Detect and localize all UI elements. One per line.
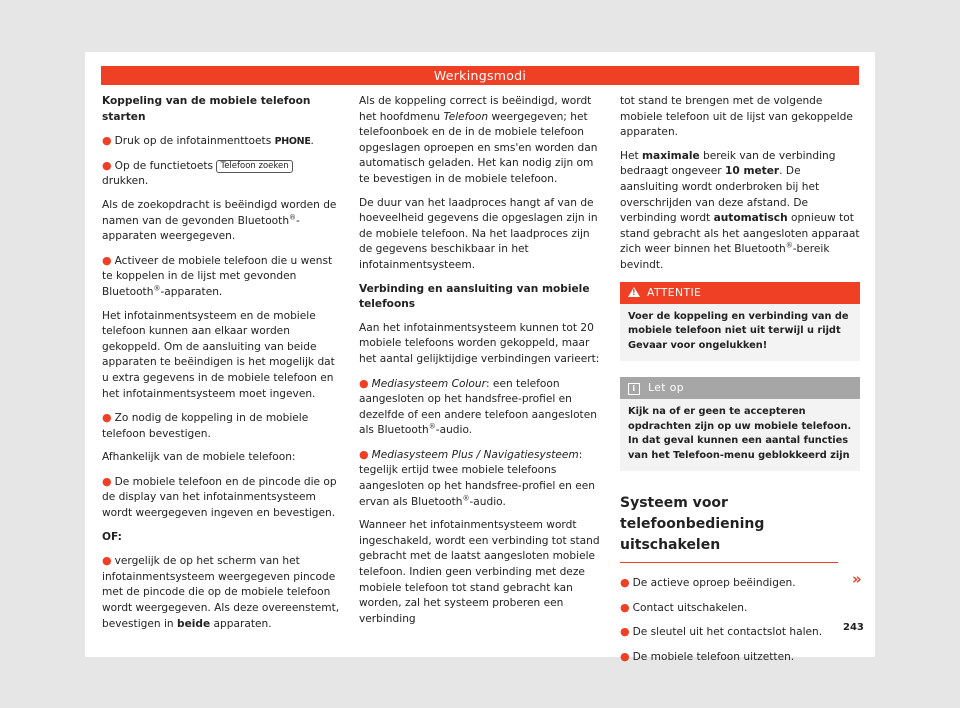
paragraph-coupling: Het infotainmentsysteem en de mobiele telefoon kunnen aan elkaar worden gekoppeld. Om de aansluiting van beide apparaten te beëindigen is het mogelijk dat u extra gegevens in de mobiele telefoon en het infotainmentsysteem moet ingeven. (102, 309, 335, 400)
list-item: ● De actieve oproep beëindigen. (620, 576, 796, 590)
bullet-icon: ● (102, 158, 112, 172)
bullet-icon: ● (102, 253, 112, 267)
heading-pairing: Koppeling van de mobiele telefoon starten (102, 95, 311, 123)
bullet-icon: ● (620, 625, 630, 639)
paragraph-next-phone: tot stand te brengen met de volgende mobiele telefoon uit de lijst van gekoppelde apparaten. (620, 95, 853, 139)
bullet-compare-pin: ● vergelijk de op het scherm van het infotainmentsysteem weergegeven pincode met de pincode die op de mobiele telefoon wordt weergegeven. Als deze overeenstemt, bevestigen in beide apparaten. (102, 554, 340, 630)
bullet-icon: ● (102, 554, 112, 568)
bullet-icon: ● (102, 134, 112, 148)
bullet-media-plus: ● Mediasysteem Plus / Navigatiesysteem: tegelijk ertijd twee mobiele telefoons aangesloten op het handsfree-profiel en een ervan als Bluetooth®-audio. (359, 447, 596, 508)
list-item: ● De sleutel uit het contactslot halen. (620, 625, 823, 639)
bullet-activate: ● Activeer de mobiele telefoon die u wenst te koppelen in de lijst met gevonden Bluetooth®-apparaten. (102, 253, 333, 298)
info-icon: i (628, 383, 640, 395)
telefoon-zoeken-button: Telefoon zoeken (216, 160, 292, 173)
warning-header: !ATTENTIE (620, 282, 860, 304)
paragraph-search-done: Als de zoekopdracht is beëindigd worden de namen van de gevonden Bluetooth®-apparaten weergegeven. (102, 198, 337, 243)
column-3 (620, 94, 860, 673)
paragraph-range: Het maximale bereik van de verbinding bedraagt ongeveer 10 meter. De aansluiting wordt onderbroken bij het overschrijden van deze afstand. De verbinding wordt automatisch opnieuw tot stand gebracht als het aangesloten apparaat zich weer binnen het Bluetooth®-bereik bevindt. (620, 149, 860, 271)
bullet-search-phone: ● Op de functietoets Telefoon zoeken drukken. (102, 158, 342, 190)
bullet-icon: ● (359, 447, 369, 461)
paragraph-max-phones: Aan het infotainmentsysteem kunnen tot 20 mobiele telefoons worden gekoppeld, maar het aantal gelijktijdige verbindingen varieert: (359, 321, 600, 365)
list-item: ● Contact uitschakelen. (620, 600, 748, 614)
bullet-media-colour: ● Mediasysteem Colour: een telefoon aangesloten op het handsfree-profiel en dezelfde of een andere telefoon aangesloten als Bluetooth®-audio. (359, 376, 597, 437)
bullet-confirm: ● Zo nodig de koppeling in de mobiele telefoon bevestigen. (102, 411, 309, 440)
warning-box (620, 282, 860, 362)
warning-triangle-icon (628, 287, 640, 297)
continue-arrow: » (852, 570, 862, 588)
section-title-disable: Systeem voor telefoonbediening uitschakelen (620, 493, 838, 563)
bullet-icon: ● (620, 576, 630, 590)
bullet-icon: ● (620, 649, 630, 663)
paragraph-startup: Wanneer het infotainmentsysteem wordt ingeschakeld, wordt een verbinding tot stand gebracht met de laatst aangesloten mobiele telefoon. Indien geen verbinding met deze mobiele telefoon tot stand gebracht kan worden, zal het systeem proberen een verbinding (359, 519, 600, 625)
paragraph-pairing-done: Als de koppeling correct is beëindigd, wordt het hoofdmenu Telefoon weergegeven; het telefoonboek en de in de mobiele telefoon opgeslagen oproepen en sms'en worden dan automatisch geladen. Het kan nodig zijn om te bevestigen in de mobiele telefoon. (359, 95, 598, 185)
bullet-icon: ● (359, 376, 369, 390)
bullet-icon: ● (102, 474, 112, 488)
note-text: Kijk na of er geen te accepteren opdrachten zijn op uw mobiele telefoon. In dat geval kunnen een aantal functies van het Telefoon-menu geblokkeerd zijn (620, 399, 860, 471)
disable-steps-list (620, 575, 860, 665)
or-label: OF: (102, 530, 122, 543)
heading-connection: Verbinding en aansluiting van mobiele telefoons (359, 282, 590, 311)
warning-text: Voer de koppeling en verbinding van de mobiele telefoon niet uit terwijl u rijdt Gevaar voor ongelukken! (620, 304, 860, 362)
bullet-enter-pin: ● De mobiele telefoon en de pincode die op de display van het infotainmentsysteem wordt weergegeven ingeven en bevestigen. (102, 474, 337, 520)
note-header: i Let op (620, 377, 860, 399)
note-box (620, 377, 860, 471)
bullet-icon: ● (102, 411, 112, 425)
phone-key: PHONE (274, 136, 311, 148)
bullet-icon: ● (620, 600, 630, 614)
list-item: ● De mobiele telefoon uitzetten. (620, 649, 795, 663)
column-1 (102, 94, 342, 640)
section-header: Werkingsmodi (101, 66, 859, 85)
page-number: 243 (843, 622, 864, 633)
bullet-press-phone: ● Druk op de infotainmenttoets PHONE. (102, 134, 314, 148)
paragraph-load-duration: De duur van het laadproces hangt af van de hoeveelheid gegevens die opgeslagen zijn in de mobiele telefoon. Na het laadproces zijn de gegevens beschikbaar in het infotainmentsysteem. (359, 196, 598, 271)
paragraph-depending: Afhankelijk van de mobiele telefoon: (102, 451, 296, 464)
column-2 (359, 94, 601, 635)
